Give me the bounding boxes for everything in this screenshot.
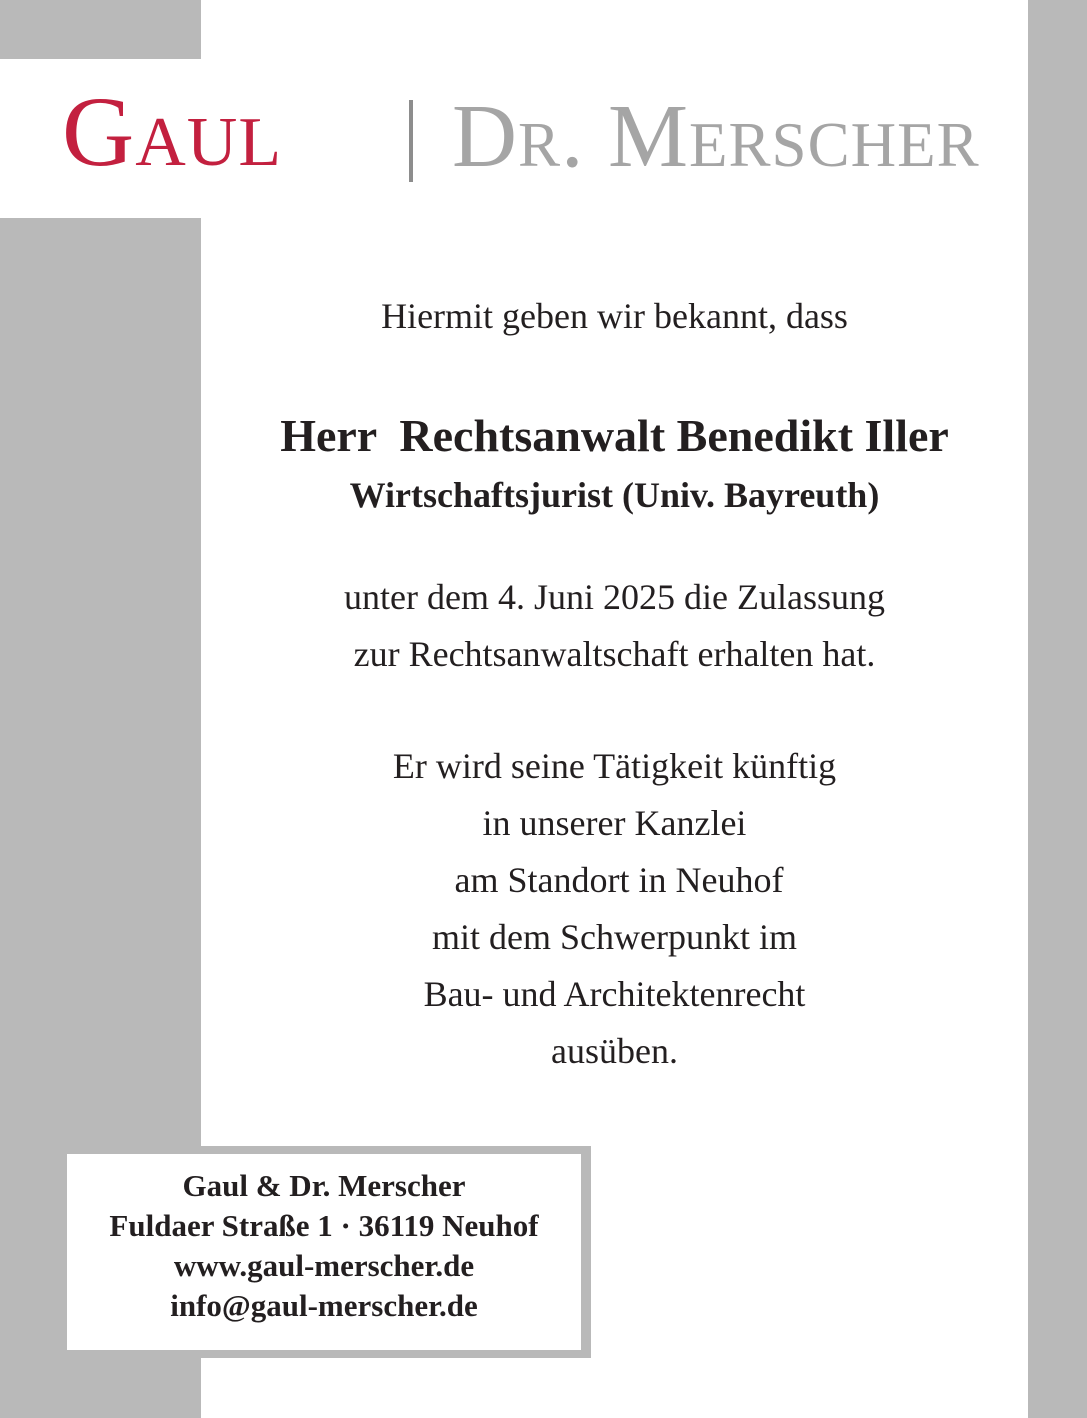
paragraph-line: unter dem 4. Juni 2025 die Zulassung [344,577,885,617]
logo-merscher: Dr. Merscher [452,87,980,186]
paragraph-line: mit dem Schwerpunkt im [432,917,797,957]
contact-box [67,1154,581,1350]
announcement-name: Herr Rechtsanwalt Benedikt Iller [280,410,949,461]
paragraph-line: ausüben. [551,1031,678,1071]
paragraph-line: Bau- und Architektenrecht [423,974,806,1014]
contact-website[interactable]: www.gaul-merscher.de [173,1248,475,1283]
contact-email[interactable]: info@gaul-merscher.de [170,1288,478,1323]
contact-firm: Gaul & Dr. Merscher [182,1168,466,1203]
logo-separator [409,100,413,182]
paragraph-line: Er wird seine Tätigkeit künftig [392,746,837,786]
announcement-title: Wirtschaftsjurist (Univ. Bayreuth) [349,475,880,515]
contact-address: Fuldaer Straße 1 · 36119 Neuhof [109,1208,539,1243]
paragraph-line: in unserer Kanzlei [482,803,747,843]
gray-bar-top-left [0,0,201,59]
logo-gaul: Gaul [62,76,283,187]
announcement-paragraph-2 [201,738,1028,1080]
firm-logo [62,76,980,192]
gray-bar-right [1028,0,1087,1418]
paragraph-line: zur Rechtsanwaltschaft erhalten hat. [353,634,876,674]
paragraph-line: am Standort in Neuhof [445,860,784,900]
announcement-intro: Hiermit geben wir bekannt, dass [381,296,848,336]
announcement-paragraph-1 [201,569,1028,683]
